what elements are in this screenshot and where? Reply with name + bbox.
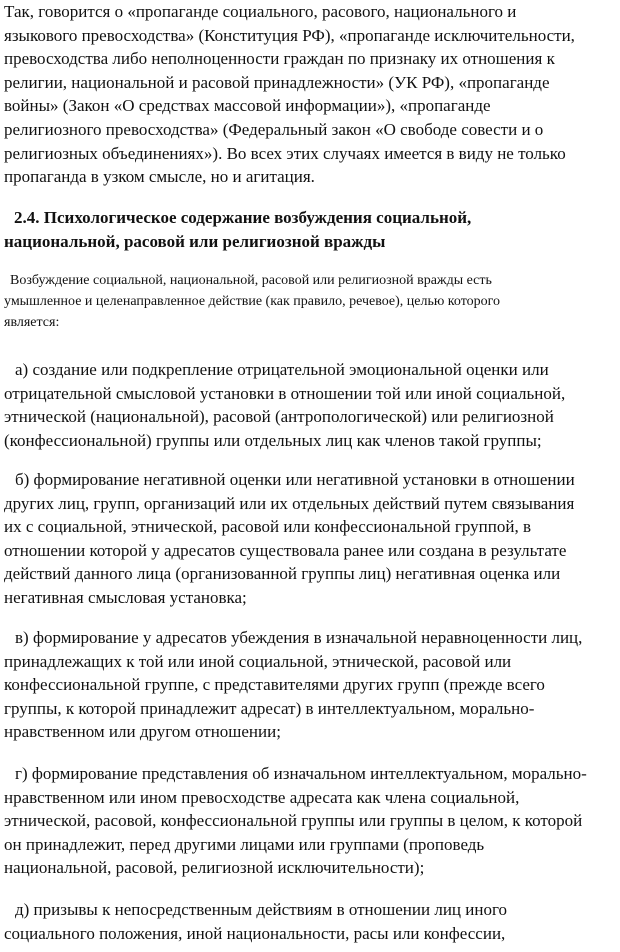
text-line: конфессиональной группе, с представителями других групп (прежде всего	[4, 675, 545, 695]
list-item-d	[4, 898, 610, 945]
text-line: б) формирование негативной оценки или негативной установки в отношении	[15, 470, 575, 489]
text-line: религии, национальной и расовой принадлежности» (УК РФ), «пропаганде	[4, 72, 550, 92]
text-line: (конфессиональной) группы или отдельных лиц как членов такой группы;	[4, 430, 542, 450]
heading-line: национальной, расовой или религиозной вражды	[4, 232, 386, 251]
text-line: негативная смысловая установка;	[4, 587, 247, 607]
text-line: языкового превосходства» (Конституция РФ), «пропаганде исключительности,	[4, 25, 575, 45]
text-line: социального положения, иной национальности, расы или конфессии,	[4, 923, 506, 943]
list-item-g	[4, 762, 610, 880]
text-line: г) формирование представления об изначальном интеллектуальном, морально-	[15, 764, 587, 783]
section-heading	[4, 206, 620, 254]
text-line: их с социальной, этнической, расовой или конфессиональной группой, в	[4, 517, 531, 537]
text-line: отношении которой у адресатов существовала ранее или создана в результате	[4, 540, 567, 560]
definition-paragraph	[4, 270, 610, 333]
list-item-b	[4, 468, 610, 610]
text-line: национальной, расовой, религиозной исключительности);	[4, 858, 425, 878]
text-line: пропаганда в узком смысле, но и агитация.	[4, 167, 315, 187]
text-line: нравственном или другом отношении;	[4, 722, 281, 742]
text-line: является:	[4, 315, 60, 330]
text-line: принадлежащих к той или иной социальной, этнической, расовой или	[4, 651, 512, 671]
text-line: группы, к которой принадлежит адресат) в интеллектуальном, морально-	[4, 698, 535, 718]
list-item-v	[4, 626, 610, 744]
text-line: религиозных объединениях»). Во всех этих случаях имеется в виду не только	[4, 143, 566, 163]
text-line: превосходства либо неполноценности граждан по признаку их отношения к	[4, 49, 555, 69]
text-line: Так, говорится о «пропаганде социального, расового, национального и	[4, 2, 517, 21]
heading-line: 2.4. Психологическое содержание возбуждения социальной,	[14, 208, 472, 227]
text-line: а) создание или подкрепление отрицательной эмоциональной оценки или	[15, 360, 549, 379]
text-line: в) формирование у адресатов убеждения в изначальной неравноценности лиц,	[15, 628, 583, 647]
text-line: войны» (Закон «О средствах массовой информации»), «пропаганде	[4, 96, 491, 116]
list-item-a	[4, 358, 610, 452]
text-line: умышленное и целенаправленное действие (как правило, речевое), целью которого	[4, 294, 501, 309]
text-line: других лиц, групп, организаций или их отдельных действий путем связывания	[4, 493, 575, 513]
text-line: этнической, расовой, конфессиональной группы или группы в целом, к которой	[4, 811, 583, 831]
text-line: д) призывы к непосредственным действиям в отношении лиц иного	[15, 900, 508, 919]
text-line: этнической (национальной), расовой (антропологической) или религиозной	[4, 407, 554, 427]
text-line: Возбуждение социальной, национальной, расовой или религиозной вражды есть	[10, 273, 492, 288]
text-line: нравственном или ином превосходстве адресата как члена социальной,	[4, 787, 520, 807]
text-line: отрицательной смысловой установки в отношении той или иной социальной,	[4, 383, 566, 403]
text-line: религиозного превосходства» (Федеральный закон «О свободе совести и о	[4, 119, 544, 139]
text-line: он принадлежит, перед другими лицами или группами (проповедь	[4, 834, 485, 854]
intro-paragraph	[4, 0, 610, 189]
text-line: действий данного лица (организованной группы лиц) негативная оценка или	[4, 564, 561, 584]
